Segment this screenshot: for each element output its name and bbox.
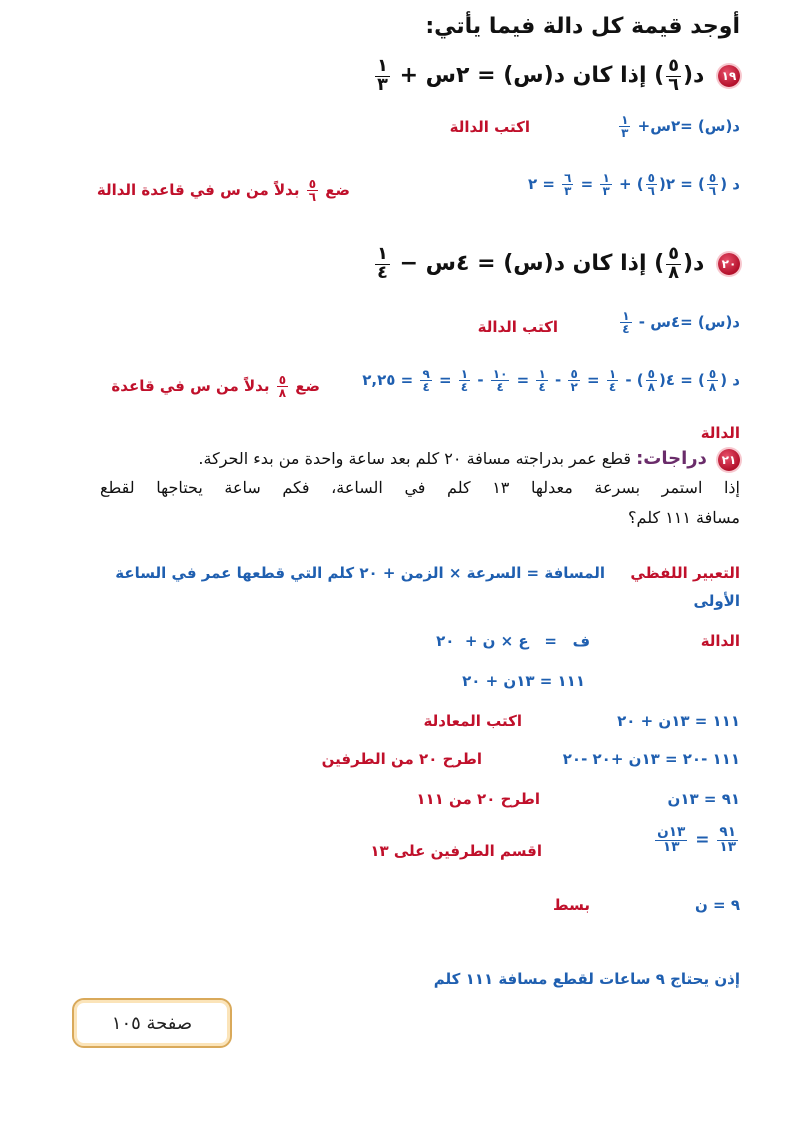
q20-substitution-line [362, 368, 740, 393]
question-19-text: د( $\frac{٥}{٦}$ ) إذا كان د(س) = ٢س + $\frac{١}{٣}$ [377, 56, 705, 95]
page-number-label: صفحة ١٠٥ [111, 1012, 193, 1034]
question-number-badge: ٢٠ [718, 253, 740, 275]
function-expression: ف = ع × ن + ٢٠ [436, 632, 590, 650]
question-21-line-3: مسافة ١١١ كلم؟ [628, 508, 740, 527]
step-4-label: اقسم الطرفين على ١٣ [370, 842, 542, 860]
function-label: الدالة [700, 632, 740, 650]
q19-function-line [617, 114, 740, 139]
q19-substitution-line [528, 172, 740, 197]
q19-function-label: اكتب الدالة [449, 118, 530, 136]
question-number-badge: ٢١ [718, 449, 740, 471]
equation-plain: ١١١ = ١٣ن + ٢٠ [462, 672, 585, 690]
question-20-text: د( $\frac{٥}{٨}$ ) إذا كان د(س) = ٤س − $\frac{١}{٤}$ [377, 244, 705, 283]
verbal-expression-label: التعبير اللفظي [630, 564, 740, 582]
question-number-badge: ١٩ [718, 65, 740, 87]
q20-function-line [618, 310, 740, 335]
question-21-line-2: إذا استمر بسرعة معدلها ١٣ كلم في الساعة، فكم ساعة يحتاجها لقطع [100, 478, 741, 497]
exercise-title: أوجد قيمة كل دالة فيما يأتي: [425, 14, 740, 39]
step-1-label: اكتب المعادلة [423, 712, 522, 730]
verbal-expression-text-cont: الأولى [693, 592, 740, 610]
step-5-label: بسط [553, 896, 590, 914]
q20-substitution-expression: د ( $\frac{٥}{٨}$ ) = ٤( $\frac{٥}{٨}$ ) - $\frac{١}{٤}$ = $\frac{٥}{٢}$ - $\frac{١}{٤}$ = $\frac{١٠}{٤}$ - $\frac{١}{٤}$ = $\frac{٩}{٤}$ = ٢,٢٥ [362, 367, 740, 394]
step-2-label: اطرح ٢٠ من الطرفين [321, 750, 482, 768]
question-21-line-1: قطع عمر بدراجته مسافة ٢٠ كلم بعد ساعة واحدة من بدء الحركة. [198, 449, 632, 468]
question-19 [373, 58, 740, 94]
q19-substitution-label: ضع $\frac{٥}{٦}$ بدلاً من س في قاعدة الدالة [96, 177, 350, 204]
step-3-expression: ٩١ = ١٣ن [667, 790, 740, 808]
q20-function-expression: د(س) =٤س - $\frac{١}{٤}$ [622, 309, 740, 336]
verbal-expression-text: المسافة = السرعة × الزمن + ٢٠ كلم التي قطعها عمر في الساعة [115, 564, 605, 582]
q19-function-expression: د(س) =٢س+ $\frac{١}{٣}$ [621, 113, 740, 140]
q19-substitution-expression: د ( $\frac{٥}{٦}$ ) = ٢( $\frac{٥}{٦}$ ) + $\frac{١}{٣}$ = $\frac{٦}{٣}$ = ٢ [527, 171, 740, 198]
q20-substitution-label: ضع $\frac{٥}{٨}$ بدلاً من س في قاعدة [111, 373, 320, 400]
step-1-expression: ١١١ = ١٣ن + ٢٠ [617, 712, 740, 730]
question-20 [373, 246, 740, 282]
conclusion: إذن يحتاج ٩ ساعات لقطع مسافة ١١١ كلم [433, 970, 740, 988]
q20-substitution-label-cont: الدالة [700, 424, 740, 442]
question-21-heading: دراجات: [636, 448, 707, 469]
step-2-expression: ١١١ -٢٠ = ١٣ن +٢٠ -٢٠ [562, 750, 740, 768]
step-5-expression: ٩ = ن [695, 896, 740, 914]
question-21 [198, 448, 740, 471]
page-number-box [72, 998, 232, 1048]
step-4-expression: $\frac{٩١}{١٣}$ = $\frac{\text{١٣ن}}{١٣}$ [657, 824, 736, 855]
q20-function-label: اكتب الدالة [477, 318, 558, 336]
step-3-label: اطرح ٢٠ من ١١١ [416, 790, 540, 808]
